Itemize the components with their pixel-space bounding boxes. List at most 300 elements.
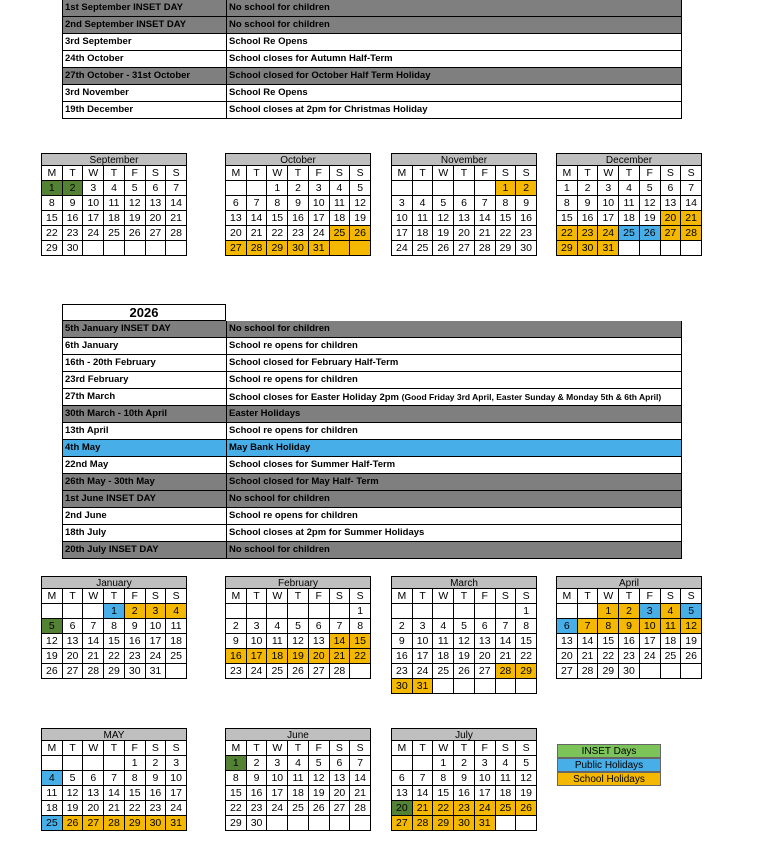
day-cell xyxy=(496,604,517,619)
day-cell: 30 xyxy=(288,241,309,256)
month-name: April xyxy=(556,576,702,589)
day-cell xyxy=(350,816,371,831)
day-cell: 29 xyxy=(433,816,454,831)
day-cell xyxy=(83,241,104,256)
day-cell: 6 xyxy=(309,619,330,634)
day-cell: 19 xyxy=(454,649,475,664)
day-cell: 10 xyxy=(475,771,496,786)
day-cell: 15 xyxy=(557,211,578,226)
day-cell: 1 xyxy=(350,604,371,619)
day-cell xyxy=(288,816,309,831)
day-cell: 25 xyxy=(496,801,517,816)
term-description-text: School closes for Easter Holiday 2pm xyxy=(229,392,399,403)
term-date-row xyxy=(62,17,682,34)
day-cell: 26 xyxy=(42,664,63,679)
day-cell: 17 xyxy=(475,786,496,801)
day-cell: 8 xyxy=(557,196,578,211)
day-cell: 16 xyxy=(392,649,413,664)
weekday-header: T xyxy=(288,166,309,181)
weekday-header: S xyxy=(496,166,517,181)
day-cell: 16 xyxy=(288,211,309,226)
day-cell: 21 xyxy=(83,649,104,664)
month-calendar-march xyxy=(391,576,537,694)
day-cell: 5 xyxy=(681,604,702,619)
day-cell: 8 xyxy=(516,619,537,634)
month-calendar-january xyxy=(41,576,187,679)
day-cell: 25 xyxy=(433,664,454,679)
day-cell: 31 xyxy=(309,241,330,256)
term-description-text: School closed for May Half- Term xyxy=(229,476,379,487)
day-cell: 18 xyxy=(166,634,187,649)
day-cell: 23 xyxy=(516,226,537,241)
day-cell: 30 xyxy=(63,241,84,256)
day-cell: 26 xyxy=(454,664,475,679)
day-cell: 13 xyxy=(330,771,351,786)
day-cell: 20 xyxy=(83,801,104,816)
day-cell: 5 xyxy=(433,196,454,211)
day-cell: 7 xyxy=(166,181,187,196)
day-cell: 3 xyxy=(640,604,661,619)
term-description xyxy=(227,17,681,33)
day-cell: 11 xyxy=(496,771,517,786)
weekday-header: M xyxy=(392,589,413,604)
weekday-header: M xyxy=(392,741,413,756)
term-date-row xyxy=(62,440,682,457)
day-cell xyxy=(454,181,475,196)
day-cell: 6 xyxy=(454,196,475,211)
term-date-row xyxy=(62,51,682,68)
month-grid xyxy=(225,741,371,831)
day-cell: 1 xyxy=(226,756,247,771)
day-cell xyxy=(247,181,268,196)
day-cell: 6 xyxy=(226,196,247,211)
day-cell xyxy=(267,816,288,831)
day-cell: 20 xyxy=(392,801,413,816)
day-cell xyxy=(475,604,496,619)
day-cell: 9 xyxy=(392,634,413,649)
weekday-header: T xyxy=(413,166,434,181)
month-grid xyxy=(391,166,537,256)
term-date: 1st September INSET DAY xyxy=(63,0,227,16)
day-cell: 2 xyxy=(392,619,413,634)
weekday-header: M xyxy=(42,741,63,756)
day-cell xyxy=(475,679,496,694)
term-date-row xyxy=(62,457,682,474)
day-cell: 19 xyxy=(309,786,330,801)
day-cell xyxy=(309,604,330,619)
month-calendar-december xyxy=(556,153,702,256)
day-cell: 18 xyxy=(413,226,434,241)
day-cell xyxy=(42,756,63,771)
day-cell: 23 xyxy=(619,649,640,664)
weekday-header: M xyxy=(42,166,63,181)
day-cell xyxy=(63,756,84,771)
day-cell xyxy=(413,604,434,619)
day-cell: 18 xyxy=(661,634,682,649)
weekday-header: W xyxy=(433,166,454,181)
term-description-text: School closed for October Half Term Holiday xyxy=(229,70,431,81)
day-cell: 6 xyxy=(146,181,167,196)
day-cell xyxy=(42,604,63,619)
day-cell xyxy=(454,679,475,694)
day-cell: 10 xyxy=(146,619,167,634)
day-cell: 4 xyxy=(267,619,288,634)
day-cell: 14 xyxy=(166,196,187,211)
month-calendar-february xyxy=(225,576,371,679)
day-cell: 11 xyxy=(104,196,125,211)
day-cell: 19 xyxy=(288,649,309,664)
month-name: March xyxy=(391,576,537,589)
day-cell: 3 xyxy=(267,756,288,771)
day-cell: 28 xyxy=(413,816,434,831)
day-cell: 30 xyxy=(125,664,146,679)
day-cell: 25 xyxy=(661,649,682,664)
day-cell xyxy=(330,604,351,619)
month-grid xyxy=(41,166,187,256)
term-description-text: School re opens for children xyxy=(229,340,358,351)
day-cell: 18 xyxy=(433,649,454,664)
day-cell: 7 xyxy=(247,196,268,211)
weekday-header: S xyxy=(496,589,517,604)
day-cell: 12 xyxy=(681,619,702,634)
day-cell: 28 xyxy=(681,226,702,241)
weekday-header: T xyxy=(104,166,125,181)
day-cell: 1 xyxy=(267,181,288,196)
day-cell: 27 xyxy=(146,226,167,241)
month-grid xyxy=(225,589,371,679)
day-cell: 1 xyxy=(516,604,537,619)
day-cell: 14 xyxy=(247,211,268,226)
day-cell: 24 xyxy=(392,241,413,256)
weekday-header: S xyxy=(661,166,682,181)
day-cell: 12 xyxy=(433,211,454,226)
day-cell xyxy=(516,679,537,694)
day-cell: 6 xyxy=(63,619,84,634)
weekday-header: F xyxy=(125,589,146,604)
term-description-text: No school for children xyxy=(229,323,330,334)
day-cell: 14 xyxy=(475,211,496,226)
month-grid xyxy=(225,166,371,256)
day-cell: 21 xyxy=(578,649,599,664)
weekday-header: T xyxy=(413,741,434,756)
day-cell xyxy=(496,816,517,831)
day-cell: 24 xyxy=(475,801,496,816)
day-cell: 12 xyxy=(516,771,537,786)
spring-summer-term-dates-table xyxy=(62,321,682,559)
term-description-text: School closes at 2pm for Summer Holidays xyxy=(229,527,425,538)
day-cell: 24 xyxy=(166,801,187,816)
day-cell: 15 xyxy=(496,211,517,226)
day-cell: 4 xyxy=(496,756,517,771)
month-calendar-september xyxy=(41,153,187,256)
month-name: MAY xyxy=(41,728,187,741)
day-cell xyxy=(413,756,434,771)
day-cell: 11 xyxy=(433,634,454,649)
day-cell: 10 xyxy=(247,634,268,649)
day-cell: 16 xyxy=(247,786,268,801)
day-cell: 17 xyxy=(309,211,330,226)
day-cell: 18 xyxy=(288,786,309,801)
day-cell: 20 xyxy=(309,649,330,664)
day-cell: 2 xyxy=(516,181,537,196)
day-cell: 30 xyxy=(578,241,599,256)
weekday-header: T xyxy=(454,589,475,604)
day-cell: 22 xyxy=(516,649,537,664)
weekday-header: F xyxy=(475,741,496,756)
day-cell: 12 xyxy=(288,634,309,649)
term-description-note: (Good Friday 3rd April, Easter Sunday & Monday 5th & 6th April) xyxy=(401,392,662,402)
day-cell: 12 xyxy=(42,634,63,649)
term-description xyxy=(227,474,681,490)
day-cell: 4 xyxy=(413,196,434,211)
term-date-row xyxy=(62,34,682,51)
day-cell: 23 xyxy=(125,649,146,664)
day-cell: 29 xyxy=(267,241,288,256)
day-cell: 14 xyxy=(413,786,434,801)
day-cell xyxy=(63,604,84,619)
day-cell: 3 xyxy=(83,181,104,196)
weekday-header: S xyxy=(350,741,371,756)
day-cell: 5 xyxy=(640,181,661,196)
day-cell: 18 xyxy=(496,786,517,801)
day-cell xyxy=(681,241,702,256)
month-grid xyxy=(41,741,187,831)
day-cell: 16 xyxy=(454,786,475,801)
day-cell: 13 xyxy=(309,634,330,649)
day-cell: 5 xyxy=(125,181,146,196)
term-description xyxy=(227,355,681,371)
day-cell xyxy=(640,664,661,679)
day-cell: 10 xyxy=(267,771,288,786)
day-cell: 20 xyxy=(454,226,475,241)
term-date: 16th - 20th February xyxy=(63,355,227,371)
day-cell: 20 xyxy=(661,211,682,226)
day-cell: 4 xyxy=(661,604,682,619)
day-cell: 1 xyxy=(42,181,63,196)
day-cell xyxy=(496,679,517,694)
day-cell: 7 xyxy=(681,181,702,196)
weekday-header: T xyxy=(619,166,640,181)
day-cell: 13 xyxy=(146,196,167,211)
weekday-header: T xyxy=(413,589,434,604)
day-cell: 11 xyxy=(288,771,309,786)
day-cell: 8 xyxy=(496,196,517,211)
day-cell: 24 xyxy=(247,664,268,679)
day-cell: 5 xyxy=(288,619,309,634)
day-cell: 5 xyxy=(454,619,475,634)
day-cell: 1 xyxy=(125,756,146,771)
day-cell xyxy=(640,241,661,256)
term-date: 2nd June xyxy=(63,508,227,524)
day-cell: 22 xyxy=(350,649,371,664)
term-description-text: No school for children xyxy=(229,544,330,555)
day-cell: 15 xyxy=(516,634,537,649)
day-cell: 15 xyxy=(598,634,619,649)
term-date: 23rd February xyxy=(63,372,227,388)
day-cell: 14 xyxy=(330,634,351,649)
month-calendar-april xyxy=(556,576,702,679)
weekday-header: M xyxy=(226,589,247,604)
day-cell xyxy=(330,241,351,256)
weekday-header: M xyxy=(557,589,578,604)
weekday-header: W xyxy=(267,741,288,756)
weekday-header: S xyxy=(681,589,702,604)
day-cell: 8 xyxy=(104,619,125,634)
day-cell: 5 xyxy=(309,756,330,771)
weekday-header: T xyxy=(104,589,125,604)
day-cell: 23 xyxy=(226,664,247,679)
term-description-text: School closed for February Half-Term xyxy=(229,357,399,368)
day-cell: 23 xyxy=(247,801,268,816)
day-cell: 31 xyxy=(413,679,434,694)
day-cell: 12 xyxy=(309,771,330,786)
day-cell: 24 xyxy=(146,649,167,664)
weekday-header: F xyxy=(309,741,330,756)
day-cell: 1 xyxy=(557,181,578,196)
day-cell: 17 xyxy=(640,634,661,649)
day-cell: 13 xyxy=(392,786,413,801)
day-cell: 1 xyxy=(433,756,454,771)
month-name: October xyxy=(225,153,371,166)
day-cell: 8 xyxy=(350,619,371,634)
day-cell: 4 xyxy=(104,181,125,196)
weekday-header: S xyxy=(166,589,187,604)
term-date: 1st June INSET DAY xyxy=(63,491,227,507)
day-cell: 23 xyxy=(392,664,413,679)
term-description xyxy=(227,321,681,337)
weekday-header: F xyxy=(309,166,330,181)
day-cell xyxy=(166,241,187,256)
term-date-row xyxy=(62,372,682,389)
legend-school-holidays: School Holidays xyxy=(557,772,661,786)
day-cell: 19 xyxy=(125,211,146,226)
day-cell xyxy=(226,181,247,196)
weekday-header: T xyxy=(247,741,268,756)
term-date: 13th April xyxy=(63,423,227,439)
day-cell xyxy=(557,604,578,619)
term-date: 5th January INSET DAY xyxy=(63,321,227,337)
day-cell: 17 xyxy=(392,226,413,241)
day-cell: 20 xyxy=(475,649,496,664)
weekday-header: W xyxy=(598,166,619,181)
term-description xyxy=(227,525,681,541)
day-cell: 25 xyxy=(288,801,309,816)
day-cell: 24 xyxy=(598,226,619,241)
day-cell: 28 xyxy=(166,226,187,241)
day-cell: 3 xyxy=(413,619,434,634)
day-cell: 28 xyxy=(475,241,496,256)
weekday-header: S xyxy=(681,166,702,181)
term-date-row xyxy=(62,542,682,559)
term-description xyxy=(227,34,681,50)
term-description-text: No school for children xyxy=(229,493,330,504)
day-cell: 3 xyxy=(309,181,330,196)
day-cell: 11 xyxy=(330,196,351,211)
day-cell: 21 xyxy=(496,649,517,664)
day-cell: 4 xyxy=(619,181,640,196)
day-cell: 17 xyxy=(413,649,434,664)
weekday-header: M xyxy=(42,589,63,604)
day-cell: 12 xyxy=(125,196,146,211)
day-cell: 6 xyxy=(83,771,104,786)
term-date: 19th December xyxy=(63,102,227,118)
day-cell: 4 xyxy=(42,771,63,786)
day-cell xyxy=(392,604,413,619)
month-grid xyxy=(556,166,702,256)
day-cell: 10 xyxy=(392,211,413,226)
day-cell: 18 xyxy=(104,211,125,226)
day-cell: 27 xyxy=(557,664,578,679)
term-description xyxy=(227,423,681,439)
day-cell: 2 xyxy=(146,756,167,771)
day-cell: 23 xyxy=(146,801,167,816)
day-cell: 27 xyxy=(226,241,247,256)
day-cell: 18 xyxy=(267,649,288,664)
day-cell: 2 xyxy=(226,619,247,634)
day-cell: 27 xyxy=(475,664,496,679)
day-cell: 5 xyxy=(63,771,84,786)
weekday-header: S xyxy=(330,589,351,604)
day-cell: 9 xyxy=(288,196,309,211)
day-cell: 30 xyxy=(516,241,537,256)
day-cell xyxy=(681,664,702,679)
day-cell: 18 xyxy=(619,211,640,226)
day-cell: 5 xyxy=(42,619,63,634)
day-cell: 13 xyxy=(454,211,475,226)
day-cell: 2 xyxy=(63,181,84,196)
day-cell: 5 xyxy=(350,181,371,196)
term-description xyxy=(227,491,681,507)
day-cell: 7 xyxy=(475,196,496,211)
month-name: June xyxy=(225,728,371,741)
day-cell: 14 xyxy=(496,634,517,649)
day-cell: 29 xyxy=(104,664,125,679)
day-cell xyxy=(413,181,434,196)
day-cell: 28 xyxy=(104,816,125,831)
term-description xyxy=(227,51,681,67)
day-cell xyxy=(226,604,247,619)
weekday-header: S xyxy=(661,589,682,604)
term-date: 3rd November xyxy=(63,85,227,101)
day-cell xyxy=(433,679,454,694)
month-calendar-may xyxy=(41,728,187,831)
day-cell: 3 xyxy=(598,181,619,196)
day-cell: 4 xyxy=(330,181,351,196)
term-date-row xyxy=(62,508,682,525)
legend-public-holidays: Public Holidays xyxy=(557,758,661,772)
month-grid xyxy=(41,589,187,679)
day-cell: 9 xyxy=(454,771,475,786)
day-cell: 28 xyxy=(247,241,268,256)
day-cell: 24 xyxy=(413,664,434,679)
day-cell: 14 xyxy=(104,786,125,801)
month-calendar-november xyxy=(391,153,537,256)
day-cell: 30 xyxy=(146,816,167,831)
day-cell: 16 xyxy=(578,211,599,226)
day-cell: 22 xyxy=(267,226,288,241)
weekday-header: T xyxy=(454,741,475,756)
day-cell xyxy=(330,816,351,831)
term-description xyxy=(227,372,681,388)
day-cell: 22 xyxy=(598,649,619,664)
day-cell: 27 xyxy=(63,664,84,679)
term-date: 20th July INSET DAY xyxy=(63,542,227,558)
day-cell: 21 xyxy=(166,211,187,226)
day-cell: 9 xyxy=(578,196,599,211)
month-name: November xyxy=(391,153,537,166)
day-cell: 7 xyxy=(104,771,125,786)
term-date-row xyxy=(62,85,682,102)
